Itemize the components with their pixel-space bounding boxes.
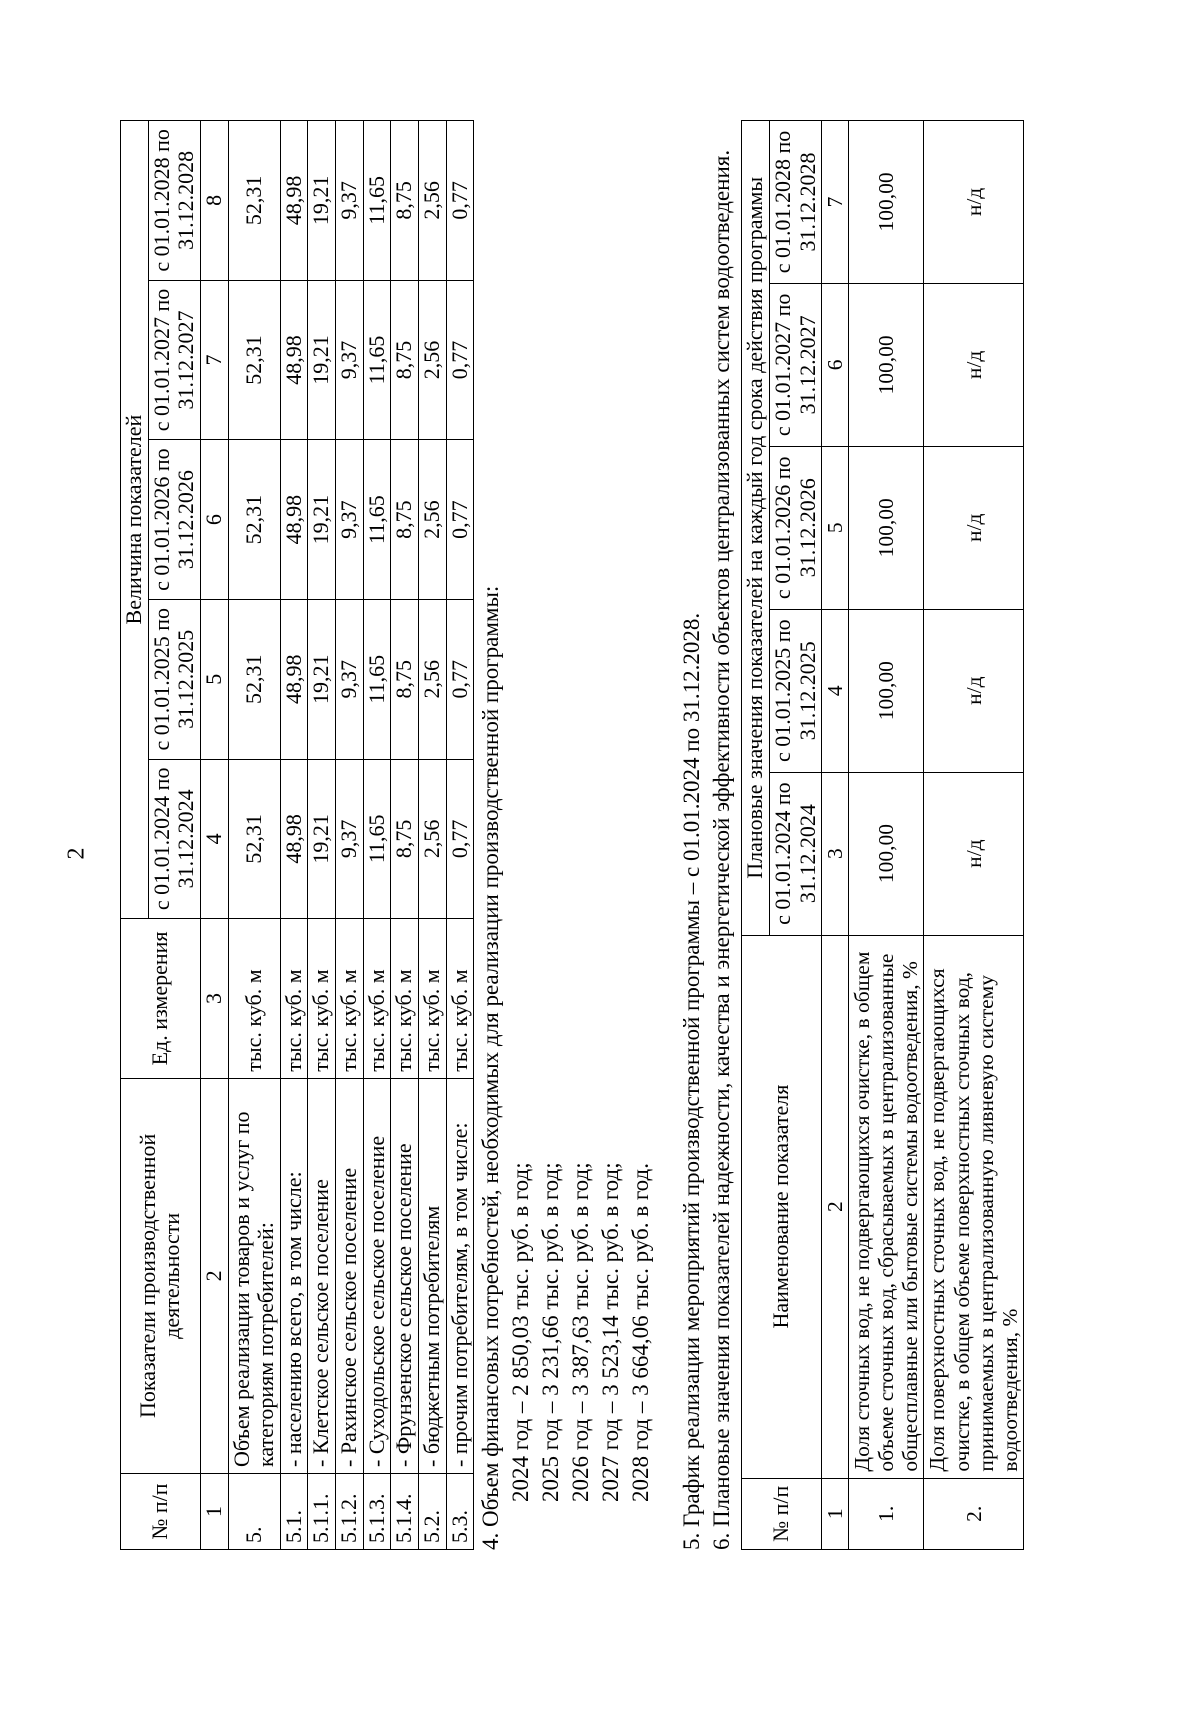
indicator-value: 2,56 xyxy=(418,759,446,919)
t2-colnum: 1 xyxy=(822,1478,849,1549)
indicator-name: - населению всего, в том числе: xyxy=(280,1078,308,1473)
t2-header-name: Наименование показателя xyxy=(742,935,822,1478)
indicator-value: 0,77 xyxy=(446,599,474,759)
table-row xyxy=(418,121,446,1550)
indicator-value: 52,31 xyxy=(228,599,280,759)
indicator-value: 11,65 xyxy=(363,440,391,600)
t1-period: с 01.01.2024 по 31.12.2024 xyxy=(148,759,200,919)
indicator-value: 19,21 xyxy=(308,121,336,281)
indicator-value: 0,77 xyxy=(446,121,474,281)
t1-header-name: Показатели производственной деятельности xyxy=(121,1078,201,1473)
indicator-value: 9,37 xyxy=(336,440,364,600)
financial-line: 2026 год – 3 387,63 тыс. руб. в год; xyxy=(567,1162,593,1502)
indicator-value: 9,37 xyxy=(336,280,364,440)
indicator-value: 8,75 xyxy=(391,440,419,600)
t2-period: с 01.01.2026 по 31.12.2026 xyxy=(769,446,821,609)
t1-colnum: 1 xyxy=(200,1474,228,1550)
table-row xyxy=(391,121,419,1550)
indicator-value: 9,37 xyxy=(336,759,364,919)
t2-colnum: 6 xyxy=(822,283,849,446)
t2-colnum: 3 xyxy=(822,772,849,935)
plan-value: 100,00 xyxy=(849,446,924,609)
plan-value: н/д xyxy=(924,121,1023,284)
section-4-title: 4. Объем финансовых потребностей, необходимых для реализации производственной программы: xyxy=(478,585,504,1550)
unit: тыс. куб. м xyxy=(446,919,474,1079)
indicator-value: 0,77 xyxy=(446,759,474,919)
financial-line: 2027 год – 3 523,14 тыс. руб. в год; xyxy=(597,1162,623,1502)
unit: тыс. куб. м xyxy=(391,919,419,1079)
indicator-value: 2,56 xyxy=(418,599,446,759)
indicator-value: 9,37 xyxy=(336,121,364,281)
plan-value: 100,00 xyxy=(849,121,924,284)
indicator-value: 19,21 xyxy=(308,759,336,919)
indicator-value: 52,31 xyxy=(228,759,280,919)
financial-line: 2024 год – 2 850,03 тыс. руб. в год; xyxy=(508,1162,534,1502)
indicator-value: 11,65 xyxy=(363,759,391,919)
t1-colnum: 7 xyxy=(200,280,228,440)
indicator-value: 48,98 xyxy=(280,759,308,919)
table-row xyxy=(849,121,924,1550)
indicator-value: 19,21 xyxy=(308,599,336,759)
indicator-value: 19,21 xyxy=(308,280,336,440)
table-row xyxy=(308,121,336,1550)
t1-period: с 01.01.2028 по 31.12.2028 xyxy=(148,121,200,281)
t1-colnum: 8 xyxy=(200,121,228,281)
indicator-name: Объем реализации товаров и услуг по категориям потребителей: xyxy=(228,1078,280,1473)
indicator-value: 8,75 xyxy=(391,759,419,919)
indicator-value: 11,65 xyxy=(363,121,391,281)
section-5: 5. График реализации мероприятий производственной программы – с 01.01.2024 по 31.12.2028. xyxy=(679,612,705,1550)
indicator-value: 48,98 xyxy=(280,440,308,600)
indicator-value: 8,75 xyxy=(391,599,419,759)
row-number: 1. xyxy=(849,1478,924,1549)
indicator-value: 48,98 xyxy=(280,280,308,440)
unit: тыс. куб. м xyxy=(418,919,446,1079)
t2-colnum: 7 xyxy=(822,121,849,284)
row-number: 5.1.4. xyxy=(391,1474,419,1550)
t1-header-unit: Ед. измерения xyxy=(121,919,201,1079)
plan-value: н/д xyxy=(924,609,1023,772)
production-indicators-table xyxy=(120,120,474,1550)
indicator-value: 48,98 xyxy=(280,599,308,759)
plan-value: н/д xyxy=(924,772,1023,935)
indicator-value: 52,31 xyxy=(228,121,280,281)
t2-colnum: 4 xyxy=(822,609,849,772)
indicator-name: Доля поверхностных сточных вод, не подвергающихся очистке, в общем объеме поверхностных сточных вод, принимаемых в централизованную ливневую систему водоотведения, % xyxy=(924,935,1023,1478)
plan-value: 100,00 xyxy=(849,283,924,446)
unit: тыс. куб. м xyxy=(228,919,280,1079)
row-number: 5.1.1. xyxy=(308,1474,336,1550)
indicator-value: 52,31 xyxy=(228,440,280,600)
t1-colnum: 4 xyxy=(200,759,228,919)
plan-value: 100,00 xyxy=(849,609,924,772)
t2-header-plan: Плановые значения показателей на каждый год срока действия программы xyxy=(742,121,770,936)
reliability-indicators-table xyxy=(741,120,1024,1550)
rotated-content xyxy=(120,120,1080,1550)
t1-period: с 01.01.2026 по 31.12.2026 xyxy=(148,440,200,600)
section-6: 6. Плановые значения показателей надежности, качества и энергетической эффективности объектов централизованных систем водоотведения. xyxy=(709,149,735,1550)
t2-period: с 01.01.2025 по 31.12.2025 xyxy=(769,609,821,772)
indicator-value: 8,75 xyxy=(391,280,419,440)
indicator-value: 11,65 xyxy=(363,280,391,440)
table-row xyxy=(446,121,474,1550)
row-number: 5.3. xyxy=(446,1474,474,1550)
unit: тыс. куб. м xyxy=(336,919,364,1079)
indicator-value: 19,21 xyxy=(308,440,336,600)
unit: тыс. куб. м xyxy=(308,919,336,1079)
plan-value: н/д xyxy=(924,283,1023,446)
indicator-value: 2,56 xyxy=(418,440,446,600)
t2-period: с 01.01.2027 по 31.12.2027 xyxy=(769,283,821,446)
t2-colnum: 2 xyxy=(822,935,849,1478)
unit: тыс. куб. м xyxy=(280,919,308,1079)
indicator-value: 48,98 xyxy=(280,121,308,281)
row-number: 5.1.3. xyxy=(363,1474,391,1550)
page-number: 2 xyxy=(63,847,90,860)
indicator-name: - Фрунзенское сельское поселение xyxy=(391,1078,419,1473)
t2-period: с 01.01.2028 по 31.12.2028 xyxy=(769,121,821,284)
indicator-value: 2,56 xyxy=(418,280,446,440)
row-number: 5. xyxy=(228,1474,280,1550)
indicator-name: - Рахинское сельское поселение xyxy=(336,1078,364,1473)
indicator-name: - бюджетным потребителям xyxy=(418,1078,446,1473)
t1-colnum: 5 xyxy=(200,599,228,759)
row-number: 5.2. xyxy=(418,1474,446,1550)
financial-line: 2025 год – 3 231,66 тыс. руб. в год; xyxy=(537,1162,563,1502)
row-number: 2. xyxy=(924,1478,1023,1549)
table-row xyxy=(280,121,308,1550)
t1-period: с 01.01.2025 по 31.12.2025 xyxy=(148,599,200,759)
indicator-value: 9,37 xyxy=(336,599,364,759)
t2-header-num: № п/п xyxy=(742,1478,822,1549)
indicator-name: Доля сточных вод, не подвергающихся очистке, в общем объеме сточных вод, сбрасываемых в централизованные общесплавные или бытовые системы водоотведения, % xyxy=(849,935,924,1478)
indicator-value: 52,31 xyxy=(228,280,280,440)
row-number: 5.1.2. xyxy=(336,1474,364,1550)
table-row xyxy=(924,121,1023,1550)
t1-header-value: Величина показателей xyxy=(121,121,149,919)
indicator-name: - Суходольское сельское поселение xyxy=(363,1078,391,1473)
plan-value: 100,00 xyxy=(849,772,924,935)
indicator-name: - Клетское сельское поселение xyxy=(308,1078,336,1473)
financial-line: 2028 год – 3 664,06 тыс. руб. в год. xyxy=(627,1163,653,1502)
t2-colnum: 5 xyxy=(822,446,849,609)
t1-colnum: 2 xyxy=(200,1078,228,1473)
t1-colnum: 6 xyxy=(200,440,228,600)
table-row xyxy=(336,121,364,1550)
indicator-value: 11,65 xyxy=(363,599,391,759)
indicator-name: - прочим потребителям, в том числе: xyxy=(446,1078,474,1473)
t1-colnum: 3 xyxy=(200,919,228,1079)
table-row xyxy=(228,121,280,1550)
unit: тыс. куб. м xyxy=(363,919,391,1079)
indicator-value: 2,56 xyxy=(418,121,446,281)
t1-period: с 01.01.2027 по 31.12.2027 xyxy=(148,280,200,440)
table-row xyxy=(363,121,391,1550)
t1-header-num: № п/п xyxy=(121,1474,201,1550)
t2-period: с 01.01.2024 по 31.12.2024 xyxy=(769,772,821,935)
indicator-value: 8,75 xyxy=(391,121,419,281)
row-number: 5.1. xyxy=(280,1474,308,1550)
indicator-value: 0,77 xyxy=(446,440,474,600)
indicator-value: 0,77 xyxy=(446,280,474,440)
plan-value: н/д xyxy=(924,446,1023,609)
